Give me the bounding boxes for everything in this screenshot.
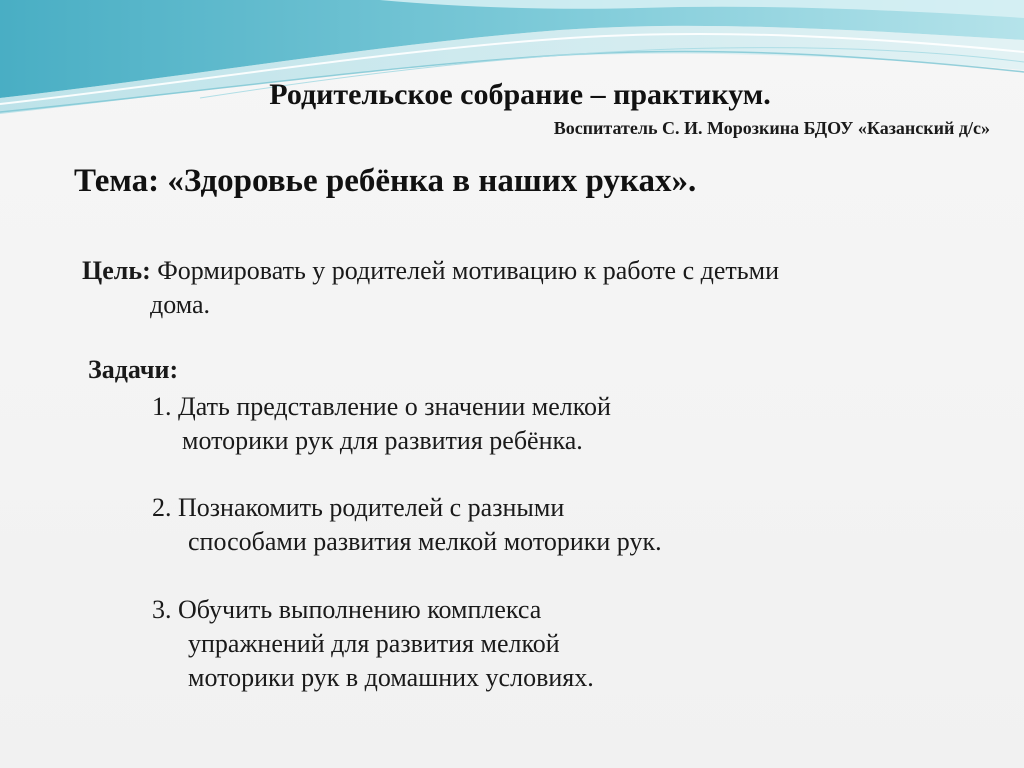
task-2-line1: 2. Познакомить родителей с разными bbox=[152, 493, 565, 522]
task-item-1 bbox=[152, 390, 912, 458]
task-1-line1: 1. Дать представление о значении мелкой bbox=[152, 392, 611, 421]
goal-text-line2: дома. bbox=[150, 290, 211, 319]
task-item-2 bbox=[152, 491, 912, 559]
goal-text-line1: Формировать у родителей мотивацию к работе с детьми bbox=[150, 256, 779, 285]
task-1-line2: моторики рук для развития ребёнка. bbox=[182, 426, 583, 455]
goal-block bbox=[82, 254, 942, 322]
task-3-line1: 3. Обучить выполнению комплекса bbox=[152, 595, 542, 624]
task-2-line2: способами развития мелкой моторики рук. bbox=[188, 527, 662, 556]
tasks-heading: Задачи: bbox=[88, 355, 179, 384]
page-title: Родительское собрание – практикум. bbox=[269, 78, 771, 111]
author-line: Воспитатель С. И. Морозкина БДОУ «Казанский д/с» bbox=[553, 118, 990, 138]
goal-label: Цель: bbox=[82, 256, 151, 285]
theme-heading: Тема: «Здоровье ребёнка в наших руках». bbox=[74, 163, 697, 199]
task-item-3 bbox=[152, 593, 912, 695]
task-3-line3: моторики рук в домашних условиях. bbox=[188, 663, 594, 692]
task-3-line2: упражнений для развития мелкой bbox=[188, 629, 560, 658]
